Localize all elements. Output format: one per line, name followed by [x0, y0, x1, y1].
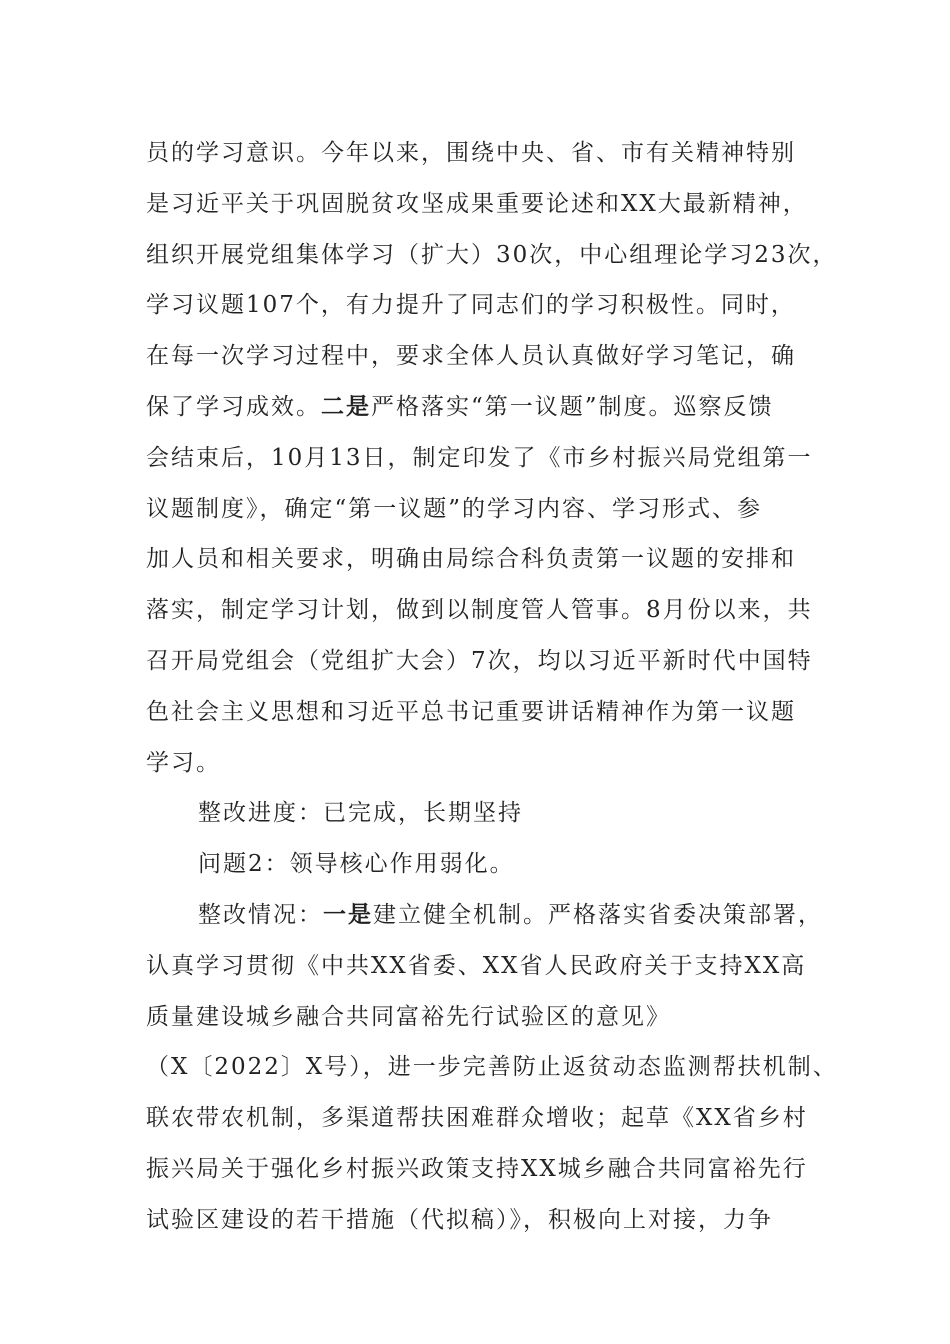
- text-line: [146, 534, 818, 585]
- emphasis-text: 一是: [323, 900, 373, 928]
- text-segment: 联农带农机制，多渠道帮扶困难群众增收；起草《XX省乡村: [146, 1105, 808, 1132]
- text-line: [146, 839, 818, 890]
- text-line: [146, 788, 818, 839]
- text-line: [146, 1195, 818, 1246]
- text-line: [146, 1093, 818, 1144]
- text-line: [146, 382, 818, 433]
- text-line: [146, 890, 823, 941]
- text-segment: 色社会主义思想和习近平总书记重要讲话精神作为第一议题: [146, 698, 796, 725]
- text-segment: 组织开展党组集体学习（扩大）30次，中心组理论学习23次，: [146, 241, 838, 268]
- text-segment: 整改进度：已完成，长期坚持: [198, 800, 523, 827]
- text-line: [146, 128, 818, 179]
- text-line: [146, 484, 818, 535]
- text-line: [146, 941, 818, 992]
- text-segment: 整改情况：: [198, 901, 323, 928]
- text-segment: 加人员和相关要求，明确由局综合科负责第一议题的安排和: [146, 546, 796, 573]
- text-line: [146, 687, 818, 738]
- text-line: [146, 280, 818, 331]
- text-line: [146, 636, 818, 687]
- text-segment: 建立健全机制。严格落实省委决策部署，: [373, 901, 823, 928]
- text-segment: 在每一次学习过程中，要求全体人员认真做好学习笔记，确: [146, 343, 796, 370]
- text-line: [146, 331, 818, 382]
- text-segment: 学习议题107个，有力提升了同志们的学习积极性。同时，: [146, 292, 796, 319]
- text-segment: 问题2：领导核心作用弱化。: [198, 851, 515, 878]
- text-segment: 员的学习意识。今年以来，围绕中央、省、市有关精神特别: [146, 140, 796, 166]
- text-line: [146, 1144, 818, 1195]
- text-segment: 质量建设城乡融合共同富裕先行试验区的意见》: [146, 1003, 671, 1030]
- text-segment: 保了学习成效。: [146, 393, 321, 420]
- text-line: [146, 738, 818, 789]
- text-line: [146, 179, 818, 230]
- text-segment: 严格落实“第一议题”制度。巡察反馈: [371, 393, 774, 420]
- text-segment: 认真学习贯彻《中共XX省委、XX省人民政府关于支持XX高: [146, 952, 807, 979]
- text-line: [146, 992, 818, 1043]
- text-line: [146, 585, 818, 636]
- text-segment: 会结束后，10月13日，制定印发了《市乡村振兴局党组第一: [146, 444, 813, 471]
- body-text: [146, 128, 838, 1246]
- text-segment: 试验区建设的若干措施（代拟稿）》，积极向上对接，力争: [146, 1206, 773, 1233]
- text-segment: 学习。: [146, 749, 221, 776]
- emphasis-text: 二是: [321, 392, 371, 420]
- text-segment: 落实，制定学习计划，做到以制度管人管事。8月份以来，共: [146, 597, 813, 624]
- text-segment: 议题制度》，确定“第一议题”的学习内容、学习形式、参: [146, 495, 763, 522]
- text-line: [146, 230, 838, 281]
- text-segment: 是习近平关于巩固脱贫攻坚成果重要论述和XX大最新精神，: [146, 190, 808, 217]
- text-line: [146, 1042, 838, 1093]
- text-segment: 振兴局关于强化乡村振兴政策支持XX城乡融合共同富裕先行: [146, 1155, 808, 1182]
- text-line: [146, 433, 818, 484]
- text-segment: 召开局党组会（党组扩大会）7次，均以习近平新时代中国特: [146, 647, 813, 674]
- text-segment: （X〔2022〕X号），进一步完善防止返贫动态监测帮扶机制、: [146, 1054, 838, 1081]
